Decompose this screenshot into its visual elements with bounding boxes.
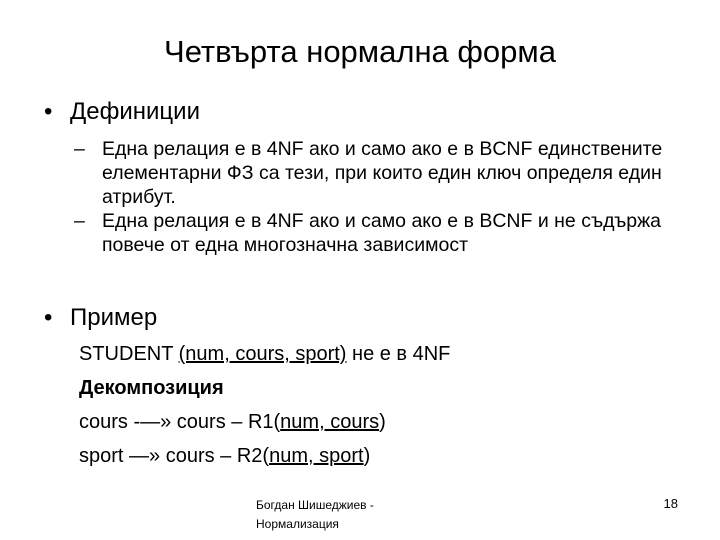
definition-text-1: Една релация е в 4NF ако и само ако е в BCNF единствените елементарни ФЗ са тези, при които един ключ определя един атрибут. <box>102 138 663 208</box>
decomposition-label: Декомпозиция <box>79 377 224 399</box>
student-attributes: (num, cours, sport) <box>178 343 347 365</box>
footer-author: Богдан Шишеджиев - <box>256 498 374 512</box>
example-heading: Пример <box>70 304 158 331</box>
footer-topic: Нормализация <box>256 517 339 531</box>
student-suffix: не е в 4NF <box>346 343 451 365</box>
bullet-definitions <box>44 97 200 127</box>
definition-item-1 <box>74 137 674 209</box>
definition-text-2: Една релация е в 4NF ако и само ако е в BCNF и не съдържа повече от една многозначна зависимост <box>102 210 661 256</box>
dash: – <box>74 138 85 160</box>
definition-item-2 <box>74 209 674 257</box>
student-prefix: STUDENT <box>79 343 179 365</box>
example-line-student <box>79 337 450 371</box>
r2-suffix: ) <box>363 445 371 467</box>
r1-suffix: ) <box>379 411 386 433</box>
slide-title: Четвърта нормална форма <box>164 34 556 69</box>
r1-prefix: cours -—» cours – R1( <box>79 411 281 433</box>
definitions-heading: Дефиниции <box>70 98 200 125</box>
bullet-example <box>44 303 157 333</box>
example-line-r1 <box>79 405 450 439</box>
r1-attributes: num, cours <box>280 411 380 433</box>
bullet-dot: • <box>44 304 53 331</box>
page-number: 18 <box>663 496 678 511</box>
footer-author-block <box>256 496 456 534</box>
example-block <box>79 337 450 473</box>
r2-prefix: sport —» cours – R2( <box>79 445 270 467</box>
example-line-r2 <box>79 439 450 473</box>
r2-attributes: num, sport <box>269 445 364 467</box>
dash: – <box>74 210 85 232</box>
bullet-dot: • <box>44 98 53 125</box>
definitions-list <box>74 137 674 257</box>
